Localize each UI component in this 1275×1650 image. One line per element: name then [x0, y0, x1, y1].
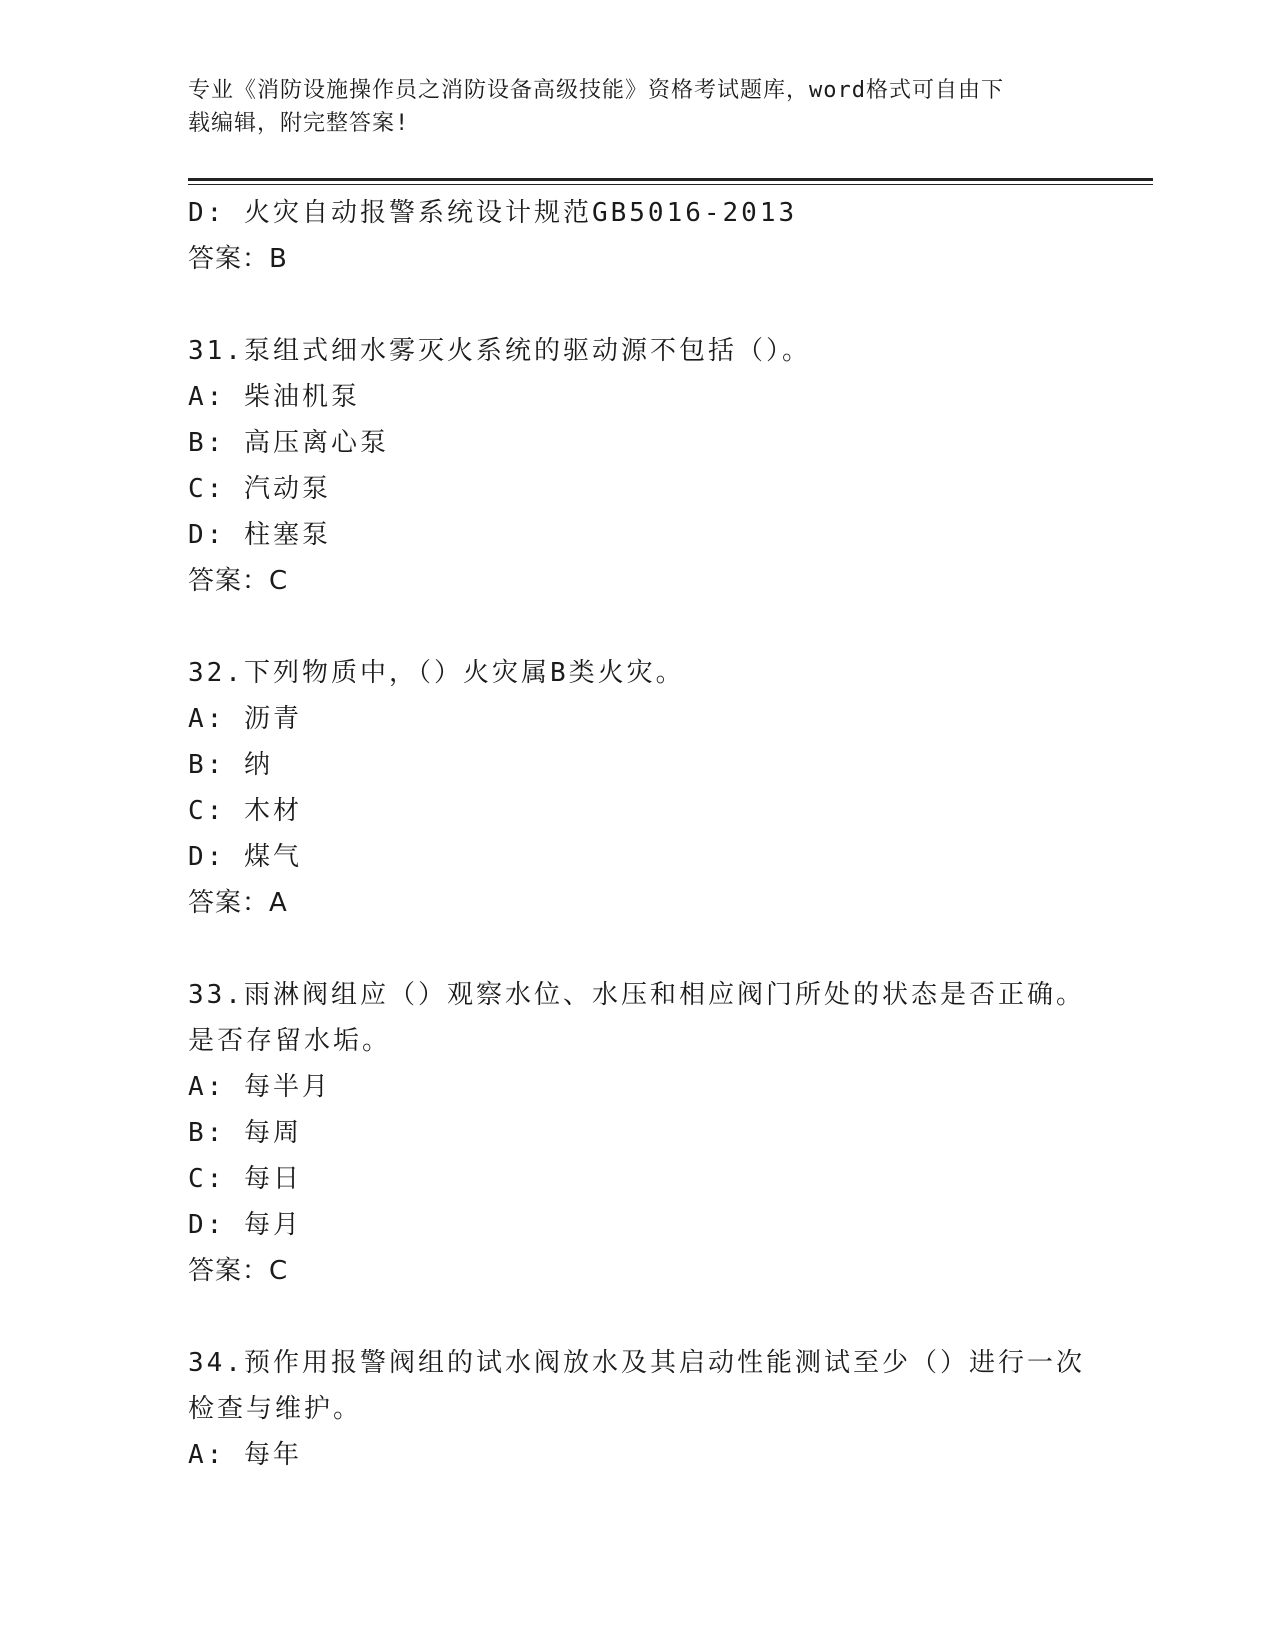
option-d: D: 煤气 — [188, 842, 302, 872]
option-b: B: 高压离心泵 — [188, 428, 389, 458]
question-stem-line-2: 检查与维护。 — [188, 1394, 363, 1424]
question-33 — [188, 972, 1088, 1294]
header-line-1: 专业《消防设施操作员之消防设备高级技能》资格考试题库，word格式可自由下 — [188, 78, 1004, 103]
header-rule-thick — [188, 178, 1153, 181]
option-c: C: 木材 — [188, 796, 302, 826]
prev-option-d: D: 火灾自动报警系统设计规范GB5016-2013 — [188, 198, 798, 228]
header-rule-thin — [188, 184, 1153, 185]
spacer — [188, 604, 1088, 650]
header-line-2: 载编辑，附完整答案! — [188, 111, 410, 136]
answer: 答案：C — [188, 1256, 289, 1286]
option-a: A: 每年 — [188, 1440, 302, 1470]
document-header — [188, 74, 1068, 140]
question-stem: 32.下列物质中，（）火灾属B类火灾。 — [188, 658, 685, 688]
option-d: D: 柱塞泵 — [188, 520, 331, 550]
answer: 答案：A — [188, 888, 288, 918]
option-a: A: 沥青 — [188, 704, 302, 734]
question-stem-line-1: 34.预作用报警阀组的试水阀放水及其启动性能测试至少（）进行一次 — [188, 1348, 1085, 1378]
question-stem: 31.泵组式细水雾灭火系统的驱动源不包括（）。 — [188, 336, 811, 366]
question-31 — [188, 328, 1088, 604]
prev-answer: 答案：B — [188, 244, 288, 274]
option-a: A: 每半月 — [188, 1072, 331, 1102]
spacer — [188, 282, 1088, 328]
option-d: D: 每月 — [188, 1210, 302, 1240]
question-32 — [188, 650, 1088, 926]
question-34 — [188, 1340, 1088, 1478]
answer: 答案：C — [188, 566, 289, 596]
document-body — [188, 190, 1088, 1478]
option-a: A: 柴油机泵 — [188, 382, 360, 412]
option-c: C: 每日 — [188, 1164, 302, 1194]
spacer — [188, 926, 1088, 972]
option-c: C: 汽动泵 — [188, 474, 331, 504]
option-b: B: 纳 — [188, 750, 273, 780]
question-stem-line-1: 33.雨淋阀组应（）观察水位、水压和相应阀门所处的状态是否正确。 — [188, 980, 1085, 1010]
option-b: B: 每周 — [188, 1118, 302, 1148]
spacer — [188, 1294, 1088, 1340]
question-stem-line-2: 是否存留水垢。 — [188, 1026, 392, 1056]
